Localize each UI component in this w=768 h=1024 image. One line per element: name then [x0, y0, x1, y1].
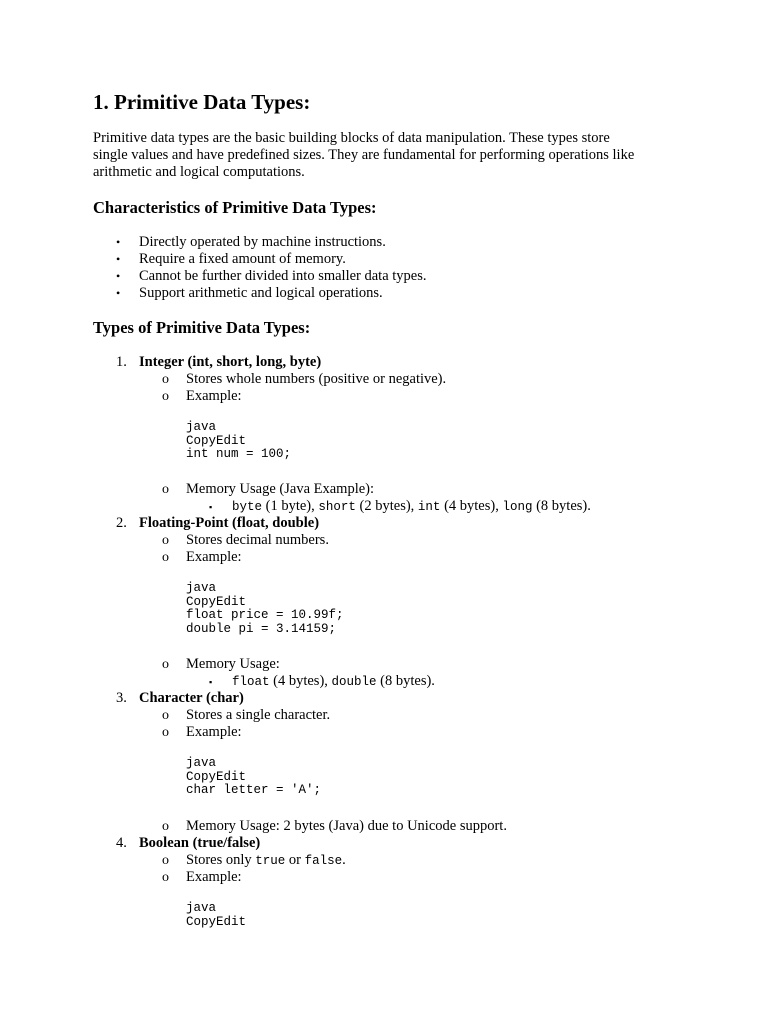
- type-title-floating-point: Floating-Point (float, double): [139, 515, 320, 531]
- type-number: 3.: [116, 690, 127, 706]
- characteristic-item: Require a fixed amount of memory.: [139, 251, 346, 267]
- circle-bullet-icon: o: [162, 725, 169, 740]
- type-description: Stores a single character.: [186, 707, 331, 723]
- copy-edit-label[interactable]: CopyEdit: [186, 434, 247, 448]
- memory-detail: [232, 498, 591, 516]
- memory-detail-text: (2 bytes),: [355, 498, 418, 514]
- bullet-icon: •: [116, 269, 121, 283]
- type-title-boolean: Boolean (true/false): [139, 835, 261, 851]
- copy-edit-label[interactable]: CopyEdit: [186, 595, 247, 609]
- circle-bullet-icon: o: [162, 550, 169, 565]
- code-line: float price = 10.99f;: [186, 608, 344, 622]
- code-language: java: [186, 901, 217, 915]
- characteristic-item: Support arithmetic and logical operations.: [139, 285, 383, 301]
- code-line: double pi = 3.14159;: [186, 622, 337, 636]
- memory-detail-text: (1 byte),: [262, 498, 319, 514]
- code-language: java: [186, 581, 217, 595]
- inline-code: true: [255, 854, 286, 868]
- inline-code: long: [502, 500, 533, 514]
- bullet-icon: •: [116, 286, 121, 300]
- example-label: Example:: [186, 549, 242, 565]
- inline-code: float: [232, 675, 270, 689]
- circle-bullet-icon: o: [162, 870, 169, 885]
- bullet-icon: •: [116, 235, 121, 249]
- circle-bullet-icon: o: [162, 657, 169, 672]
- circle-bullet-icon: o: [162, 389, 169, 404]
- circle-bullet-icon: o: [162, 482, 169, 497]
- example-label: Example:: [186, 388, 242, 404]
- type-number: 1.: [116, 354, 127, 370]
- intro-line-1: Primitive data types are the basic building blocks of data manipulation. These types store: [93, 130, 610, 146]
- type-description: [186, 852, 346, 870]
- type-description: Stores decimal numbers.: [186, 532, 329, 548]
- memory-detail-text: (8 bytes).: [532, 498, 591, 514]
- example-label: Example:: [186, 724, 242, 740]
- type-title-character: Character (char): [139, 690, 244, 706]
- code-line: int num = 100;: [186, 447, 292, 461]
- inline-code: short: [318, 500, 356, 514]
- example-label: Example:: [186, 869, 242, 885]
- inline-code: false: [304, 854, 343, 868]
- memory-usage: Memory Usage:: [186, 656, 280, 672]
- memory-detail: [232, 673, 435, 691]
- memory-detail-text: (8 bytes).: [376, 673, 435, 689]
- circle-bullet-icon: o: [162, 853, 169, 868]
- code-language: java: [186, 756, 217, 770]
- circle-bullet-icon: o: [162, 372, 169, 387]
- copy-edit-label[interactable]: CopyEdit: [186, 915, 247, 929]
- code-language: java: [186, 420, 217, 434]
- page-title: 1. Primitive Data Types:: [93, 90, 311, 114]
- memory-detail-text: (4 bytes),: [269, 673, 332, 689]
- circle-bullet-icon: o: [162, 708, 169, 723]
- copy-edit-label[interactable]: CopyEdit: [186, 770, 247, 784]
- description-text: .: [342, 852, 346, 868]
- intro-line-3: arithmetic and logical computations.: [93, 164, 305, 180]
- type-description: Stores whole numbers (positive or negative).: [186, 371, 447, 387]
- memory-usage: Memory Usage: 2 bytes (Java) due to Unicode support.: [186, 818, 507, 834]
- inline-code: byte: [232, 500, 263, 514]
- inline-code: double: [331, 675, 377, 689]
- type-title-integer: Integer (int, short, long, byte): [139, 354, 322, 370]
- type-number: 4.: [116, 835, 127, 851]
- inline-code: int: [417, 500, 441, 514]
- circle-bullet-icon: o: [162, 533, 169, 548]
- memory-detail-text: (4 bytes),: [440, 498, 503, 514]
- square-bullet-icon: ▪: [209, 677, 213, 687]
- characteristic-item: Cannot be further divided into smaller data types.: [139, 268, 427, 284]
- circle-bullet-icon: o: [162, 819, 169, 834]
- description-text: Stores only: [186, 852, 256, 868]
- type-number: 2.: [116, 515, 127, 531]
- intro-line-2: single values and have predefined sizes. They are fundamental for performing operations like: [93, 147, 635, 163]
- description-text: or: [285, 852, 305, 868]
- bullet-icon: •: [116, 252, 121, 266]
- square-bullet-icon: ▪: [209, 502, 213, 512]
- code-line: char letter = 'A';: [186, 783, 322, 797]
- characteristic-item: Directly operated by machine instructions.: [139, 234, 386, 250]
- characteristics-heading: Characteristics of Primitive Data Types:: [93, 198, 377, 217]
- memory-usage: Memory Usage (Java Example):: [186, 481, 375, 497]
- types-heading: Types of Primitive Data Types:: [93, 318, 311, 337]
